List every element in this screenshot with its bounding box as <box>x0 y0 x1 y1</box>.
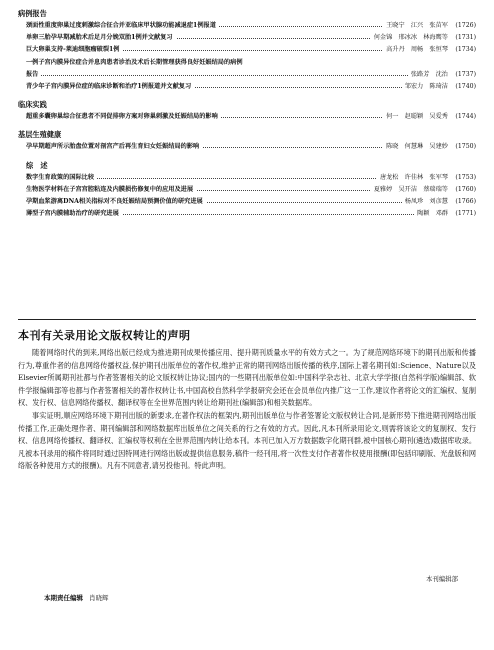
toc-entry[interactable] <box>18 184 478 196</box>
toc-entry-authors: 杨凤珍 刘彦慧 <box>402 196 448 208</box>
section-title: 综 述 <box>26 160 48 170</box>
toc-entry-authors: 陈晓 何慧琳 吴建妙 <box>383 141 448 153</box>
toc-entry-title: 超重多囊卵巢综合征患者不同促排卵方案对卵巢刺激及妊娠结局的影响 <box>26 111 221 123</box>
toc-entry-authors: 夏雅婷 吴开洁 蔡瑞瑞等 <box>371 184 448 196</box>
toc-entry[interactable] <box>18 57 478 69</box>
notice-signature: 本刊编辑部 <box>426 575 458 583</box>
toc-entry-authors: 邹宏力 陈琦洁 <box>402 81 448 93</box>
toc-entry-title: 青少年子宫内膜异位症的临床诊断和治疗1例报道并文献复习 <box>26 81 194 93</box>
toc-entry-authors: 唐龙松 许佳林 张军琴 <box>377 172 448 184</box>
toc-entry-page: (1753) <box>455 172 476 184</box>
toc-entry-page: (1750) <box>455 141 476 153</box>
toc-entry[interactable] <box>18 172 478 184</box>
toc-entry-authors: 何一 赵聪颖 吴爱秀 <box>383 111 448 123</box>
notice-title: 本刊有关录用论文版权转让的声明 <box>18 329 191 342</box>
toc-entry-title: 报告 <box>26 69 41 81</box>
toc-entry-title: 生物医学材料在子宫宫腔粘连及内膜损伤修复中的应用及进展 <box>26 184 196 196</box>
section-title: 临床实践 <box>18 100 47 110</box>
toc-entry-authors: 张路芳 沈治 <box>408 69 448 81</box>
responsible-editor <box>44 593 109 602</box>
toc-entry-page: (1726) <box>455 20 476 32</box>
notice-paragraph-2: 事实证明,顺应网络环境下期刊出版的新要求,在著作权法的框架内,期刊出版单位与作者签署论文版权转让合同,是新形势下推进期刊网络出版传播工作,正确处理作者、期刊编辑部和网络数据库出版单位之间关系的行之有效的方式。因此,凡本刊所录用论文,则需将该论文的复制权、发行权、信息网络传播权、翻译权、汇编权等权利在全世界范围内转让给本刊。本刊已加入万方数据数字化期刊群,被中国核心期刊(遴选)数据库收录。凡被本刊录用的稿件将同时通过因特网进行网络出版或提供信息服务,稿件一经刊用,将一次性支付作者著作权使用报酬(即包括印刷版、光盘版和网络版各种使用方式的报酬)。凡有不同意者,请另投他刊。特此声明。 <box>18 410 476 471</box>
toc-entry-authors: 王晓宁 江兴 张苗军 <box>383 20 448 32</box>
dot-leader <box>26 75 418 76</box>
toc-entry[interactable] <box>18 81 478 93</box>
table-of-contents <box>18 8 478 220</box>
toc-entry-title: 颈面性重度卵巢过度刺激综合征合并亚临床甲状腺功能减退症1例报道 <box>26 20 219 32</box>
toc-entry-title: 薄型子宫内膜辅助治疗的研究进展 <box>26 208 122 220</box>
divider-rule <box>18 319 476 320</box>
toc-entry-authors: 何金锦 邢冰冰 林海鹰等 <box>371 32 448 44</box>
notice-paragraph-1: 随着网络时代的到来,网络出版已经成为推进期刊成果传播应用、提升期刊质量水平的有效方式之一。为了规范网络环境下的期刊出版和传播行为,尊重作者的信息网络传播权益,保护期刊出版单位的著作权,维护正常的期刊网络出版传播的秩序,国际上著名期刊如:Science、Nature以及Elsevier所属期刊社都与作者签署相关的论文版权转让协议;国内的一些期刊出版单位如:中国科学杂志社、北京大学学报(自然科学版)编辑部、软件学报编辑部等也都与作者签署相关的著作权转让书,中国高校自然科学学报研究会还在会员单位内推广这一工作,建议作者将论文的汇编权、复制权、发行权、信息网络传播权、翻译权等在全世界范围内转让给期刊社(编辑部)和相关数据库。 <box>18 348 476 408</box>
toc-entry-title: 孕期血浆游离DNA相关指标对不良妊娠结局预测价值的研究进展 <box>26 196 206 208</box>
toc-entry-page: (1771) <box>455 208 476 220</box>
toc-entry-title: 孕早期超声所示胎盘位置对剖宫产后再生育妇女妊娠结局的影响 <box>26 141 202 153</box>
toc-entry[interactable] <box>18 196 478 208</box>
toc-entry[interactable] <box>18 20 478 32</box>
notice-body <box>18 347 476 473</box>
toc-entry-title: 一例子宫内膜异位症合并息肉患者诊治及术后长期管理获得良好妊娠结局的病例 <box>26 57 246 69</box>
toc-entry[interactable] <box>18 69 478 81</box>
toc-entry[interactable] <box>18 208 478 220</box>
toc-entry[interactable] <box>18 32 478 44</box>
toc-entry-title: 数字生育政策的国际比较 <box>26 172 97 184</box>
toc-entry-title: 单卵三胎孕早期减胎术后足月分娩双胎1例并文献复习 <box>26 32 176 44</box>
section-title: 病例报告 <box>18 9 47 18</box>
toc-entry-page: (1731) <box>455 32 476 44</box>
section-title: 基层生殖健康 <box>18 130 62 140</box>
toc-entry-title: 巨大卵巢支持-莱迪细胞瘤破裂1例 <box>26 44 123 56</box>
toc-entry-authors: 陶颖 邓群 <box>414 208 448 220</box>
toc-entry-authors: 高升丹 周畅 张恒琴 <box>383 44 448 56</box>
toc-entry-page: (1766) <box>455 196 476 208</box>
toc-entry-page: (1740) <box>455 81 476 93</box>
toc-entry-page: (1734) <box>455 44 476 56</box>
toc-entry[interactable] <box>18 111 478 123</box>
toc-entry-page: (1744) <box>455 111 476 123</box>
toc-entry[interactable] <box>18 44 478 56</box>
responsible-editor-name: 肖晓辉 <box>89 594 109 602</box>
responsible-editor-label: 本期责任编辑 <box>44 594 83 602</box>
toc-entry[interactable] <box>18 141 478 153</box>
toc-entry-page: (1737) <box>455 69 476 81</box>
toc-entry-page: (1760) <box>455 184 476 196</box>
